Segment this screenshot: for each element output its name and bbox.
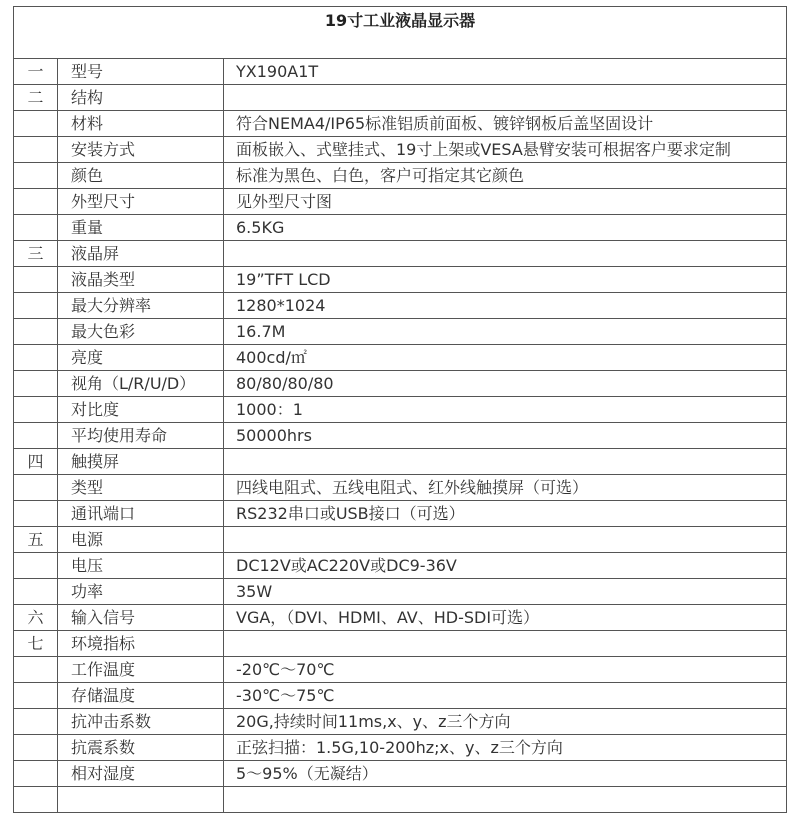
section-number-cell	[14, 293, 58, 319]
spec-item-cell: 抗冲击系数	[58, 709, 224, 735]
spec-item-cell: 最大分辨率	[58, 293, 224, 319]
spec-item-cell: 材料	[58, 111, 224, 137]
spec-table	[13, 6, 787, 813]
spec-item-cell: 安装方式	[58, 137, 224, 163]
section-number-cell	[14, 267, 58, 293]
table-row	[14, 501, 787, 527]
spec-value-cell: 400cd/㎡	[224, 345, 787, 371]
spec-item-cell: 最大色彩	[58, 319, 224, 345]
section-number-cell	[14, 163, 58, 189]
table-row	[14, 293, 787, 319]
spec-item-cell: 型号	[58, 59, 224, 85]
section-number-cell	[14, 319, 58, 345]
section-number-cell	[14, 683, 58, 709]
spec-value-cell: 35W	[224, 579, 787, 605]
spec-item-cell: 电压	[58, 553, 224, 579]
spec-item-cell: 环境指标	[58, 631, 224, 657]
table-row	[14, 709, 787, 735]
spec-value-cell: 四线电阻式、五线电阻式、红外线触摸屏（可选）	[224, 475, 787, 501]
spec-value-cell: YX190A1T	[224, 59, 787, 85]
spec-value-cell: VGA，（DVI、HDMI、AV、HD-SDI可选）	[224, 605, 787, 631]
section-number-cell	[14, 787, 58, 813]
table-row	[14, 85, 787, 111]
spec-item-cell: 对比度	[58, 397, 224, 423]
table-row	[14, 553, 787, 579]
spec-table-body	[14, 7, 787, 813]
title-row	[14, 7, 787, 59]
section-number-cell	[14, 709, 58, 735]
spec-value-cell	[224, 787, 787, 813]
table-title: 19寸工业液晶显示器	[14, 7, 787, 59]
table-row	[14, 657, 787, 683]
section-number-cell: 一	[14, 59, 58, 85]
table-row	[14, 761, 787, 787]
spec-item-cell: 视角（L/R/U/D）	[58, 371, 224, 397]
table-row	[14, 371, 787, 397]
spec-item-cell: 通讯端口	[58, 501, 224, 527]
section-number-cell	[14, 189, 58, 215]
spec-value-cell	[224, 85, 787, 111]
spec-item-cell: 电源	[58, 527, 224, 553]
table-row	[14, 683, 787, 709]
spec-item-cell: 平均使用寿命	[58, 423, 224, 449]
table-row	[14, 423, 787, 449]
table-row	[14, 397, 787, 423]
section-number-cell	[14, 735, 58, 761]
spec-value-cell: RS232串口或USB接口（可选）	[224, 501, 787, 527]
section-number-cell: 三	[14, 241, 58, 267]
section-number-cell	[14, 657, 58, 683]
table-row	[14, 319, 787, 345]
table-row	[14, 189, 787, 215]
spec-value-cell: 5～95%（无凝结）	[224, 761, 787, 787]
section-number-cell: 二	[14, 85, 58, 111]
spec-value-cell: 符合NEMA4/IP65标准铝质前面板、镀锌钢板后盖坚固设计	[224, 111, 787, 137]
table-row	[14, 241, 787, 267]
spec-value-cell: -20℃～70℃	[224, 657, 787, 683]
section-number-cell: 四	[14, 449, 58, 475]
table-row	[14, 137, 787, 163]
spec-item-cell: 功率	[58, 579, 224, 605]
section-number-cell	[14, 553, 58, 579]
section-number-cell	[14, 111, 58, 137]
table-row	[14, 449, 787, 475]
spec-value-cell	[224, 449, 787, 475]
table-row	[14, 735, 787, 761]
spec-value-cell: 80/80/80/80	[224, 371, 787, 397]
spec-value-cell	[224, 631, 787, 657]
table-row	[14, 631, 787, 657]
spec-value-cell	[224, 241, 787, 267]
spec-item-cell: 存储温度	[58, 683, 224, 709]
table-row	[14, 475, 787, 501]
spec-item-cell: 相对湿度	[58, 761, 224, 787]
spec-value-cell: 面板嵌入、式壁挂式、19寸上架或VESA悬臂安装可根据客户要求定制	[224, 137, 787, 163]
section-number-cell	[14, 371, 58, 397]
spec-item-cell: 输入信号	[58, 605, 224, 631]
spec-item-cell: 抗震系数	[58, 735, 224, 761]
section-number-cell: 七	[14, 631, 58, 657]
spec-item-cell: 亮度	[58, 345, 224, 371]
spec-item-cell	[58, 787, 224, 813]
section-number-cell	[14, 579, 58, 605]
spec-value-cell: 16.7M	[224, 319, 787, 345]
section-number-cell	[14, 397, 58, 423]
spec-item-cell: 重量	[58, 215, 224, 241]
spec-item-cell: 外型尺寸	[58, 189, 224, 215]
spec-item-cell: 颜色	[58, 163, 224, 189]
spec-value-cell: 19”TFT LCD	[224, 267, 787, 293]
section-number-cell	[14, 761, 58, 787]
table-row	[14, 215, 787, 241]
spec-value-cell: 20G,持续时间11ms,x、y、z三个方向	[224, 709, 787, 735]
section-number-cell	[14, 423, 58, 449]
section-number-cell	[14, 215, 58, 241]
section-number-cell: 五	[14, 527, 58, 553]
spec-item-cell: 触摸屏	[58, 449, 224, 475]
section-number-cell	[14, 137, 58, 163]
section-number-cell	[14, 345, 58, 371]
table-row	[14, 345, 787, 371]
spec-value-cell: DC12V或AC220V或DC9-36V	[224, 553, 787, 579]
section-number-cell	[14, 475, 58, 501]
spec-item-cell: 类型	[58, 475, 224, 501]
table-row	[14, 787, 787, 813]
spec-value-cell: 1280*1024	[224, 293, 787, 319]
table-row	[14, 605, 787, 631]
spec-value-cell: 6.5KG	[224, 215, 787, 241]
table-row	[14, 59, 787, 85]
spec-value-cell: 1000：1	[224, 397, 787, 423]
spec-item-cell: 液晶类型	[58, 267, 224, 293]
table-row	[14, 579, 787, 605]
spec-item-cell: 液晶屏	[58, 241, 224, 267]
spec-value-cell: 见外型尺寸图	[224, 189, 787, 215]
table-row	[14, 527, 787, 553]
section-number-cell: 六	[14, 605, 58, 631]
spec-value-cell: 50000hrs	[224, 423, 787, 449]
table-row	[14, 267, 787, 293]
spec-value-cell	[224, 527, 787, 553]
spec-item-cell: 结构	[58, 85, 224, 111]
table-row	[14, 111, 787, 137]
spec-value-cell: 正弦扫描：1.5G,10-200hz;x、y、z三个方向	[224, 735, 787, 761]
spec-value-cell: 标准为黑色、白色，客户可指定其它颜色	[224, 163, 787, 189]
section-number-cell	[14, 501, 58, 527]
spec-value-cell: -30℃～75℃	[224, 683, 787, 709]
table-row	[14, 163, 787, 189]
spec-item-cell: 工作温度	[58, 657, 224, 683]
